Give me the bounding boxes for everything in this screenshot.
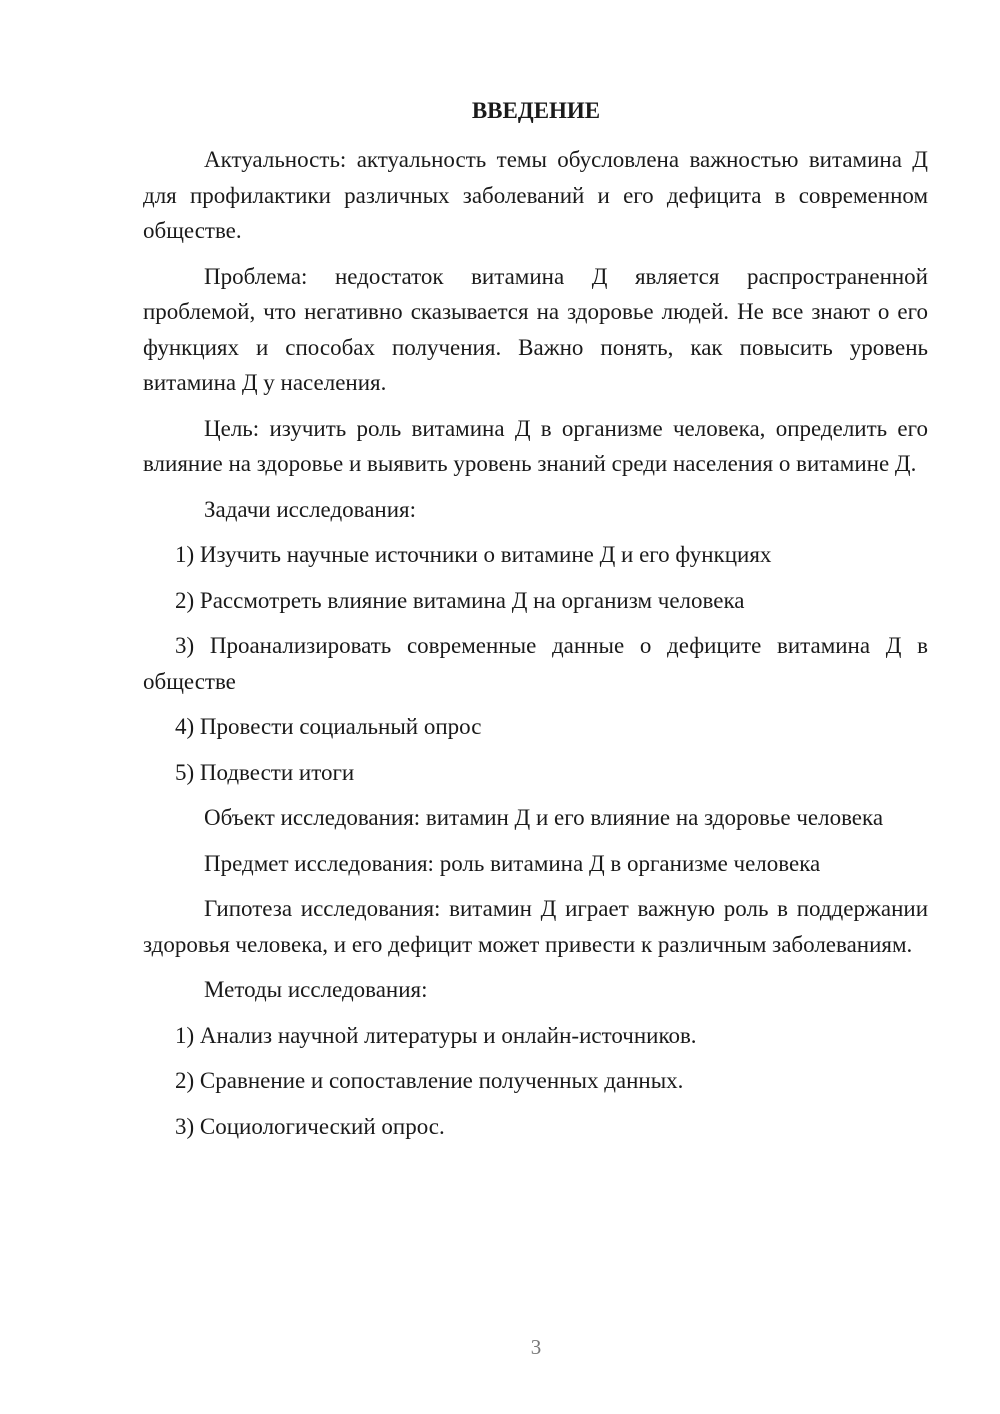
- task-item: 2) Рассмотреть влияние витамина Д на организм человека: [175, 587, 745, 613]
- task-item: 1) Изучить научные источники о витамине Д и его функциях: [175, 542, 772, 567]
- page-number: 3: [530, 1335, 542, 1359]
- object-paragraph: Объект исследования: витамин Д и его влияние на здоровье человека: [204, 805, 884, 830]
- goal-paragraph: Цель: изучить роль витамина Д в организме человека, определить его влияние на здоровье и выявить уровень знаний среди населения о витамине Д.: [143, 415, 928, 476]
- method-item: 1) Анализ научной литературы и онлайн-источников.: [175, 1022, 697, 1048]
- page-title: ВВЕДЕНИЕ: [471, 98, 601, 123]
- methods-heading: Методы исследования:: [204, 977, 428, 1002]
- subject-paragraph: Предмет исследования: роль витамина Д в организме человека: [204, 850, 821, 876]
- task-item: 4) Провести социальный опрос: [175, 714, 482, 739]
- problem-paragraph: Проблема: недостаток витамина Д является распространенной проблемой, что негативно сказывается на здоровье людей. Не все знают о его функциях и способах получения. Важно понять, как повысить уровень витамина Д у населения.: [143, 263, 928, 395]
- tasks-heading: Задачи исследования:: [204, 496, 417, 522]
- method-item: 3) Социологический опрос.: [175, 1113, 445, 1139]
- method-item: 2) Сравнение и сопоставление полученных данных.: [175, 1068, 684, 1093]
- relevance-paragraph: Актуальность: актуальность темы обусловлена важностью витамина Д для профилактики различных заболеваний и его дефицита в современном обществе.: [143, 147, 928, 243]
- task-item: 5) Подвести итоги: [175, 759, 355, 785]
- hypothesis-paragraph: Гипотеза исследования: витамин Д играет важную роль в поддержании здоровья человека, и его дефицит может привести к различным заболеваниям.: [143, 896, 928, 957]
- document-body: [143, 142, 928, 1154]
- task-item: 3) Проанализировать современные данные о дефиците витамина Д в обществе: [143, 633, 928, 694]
